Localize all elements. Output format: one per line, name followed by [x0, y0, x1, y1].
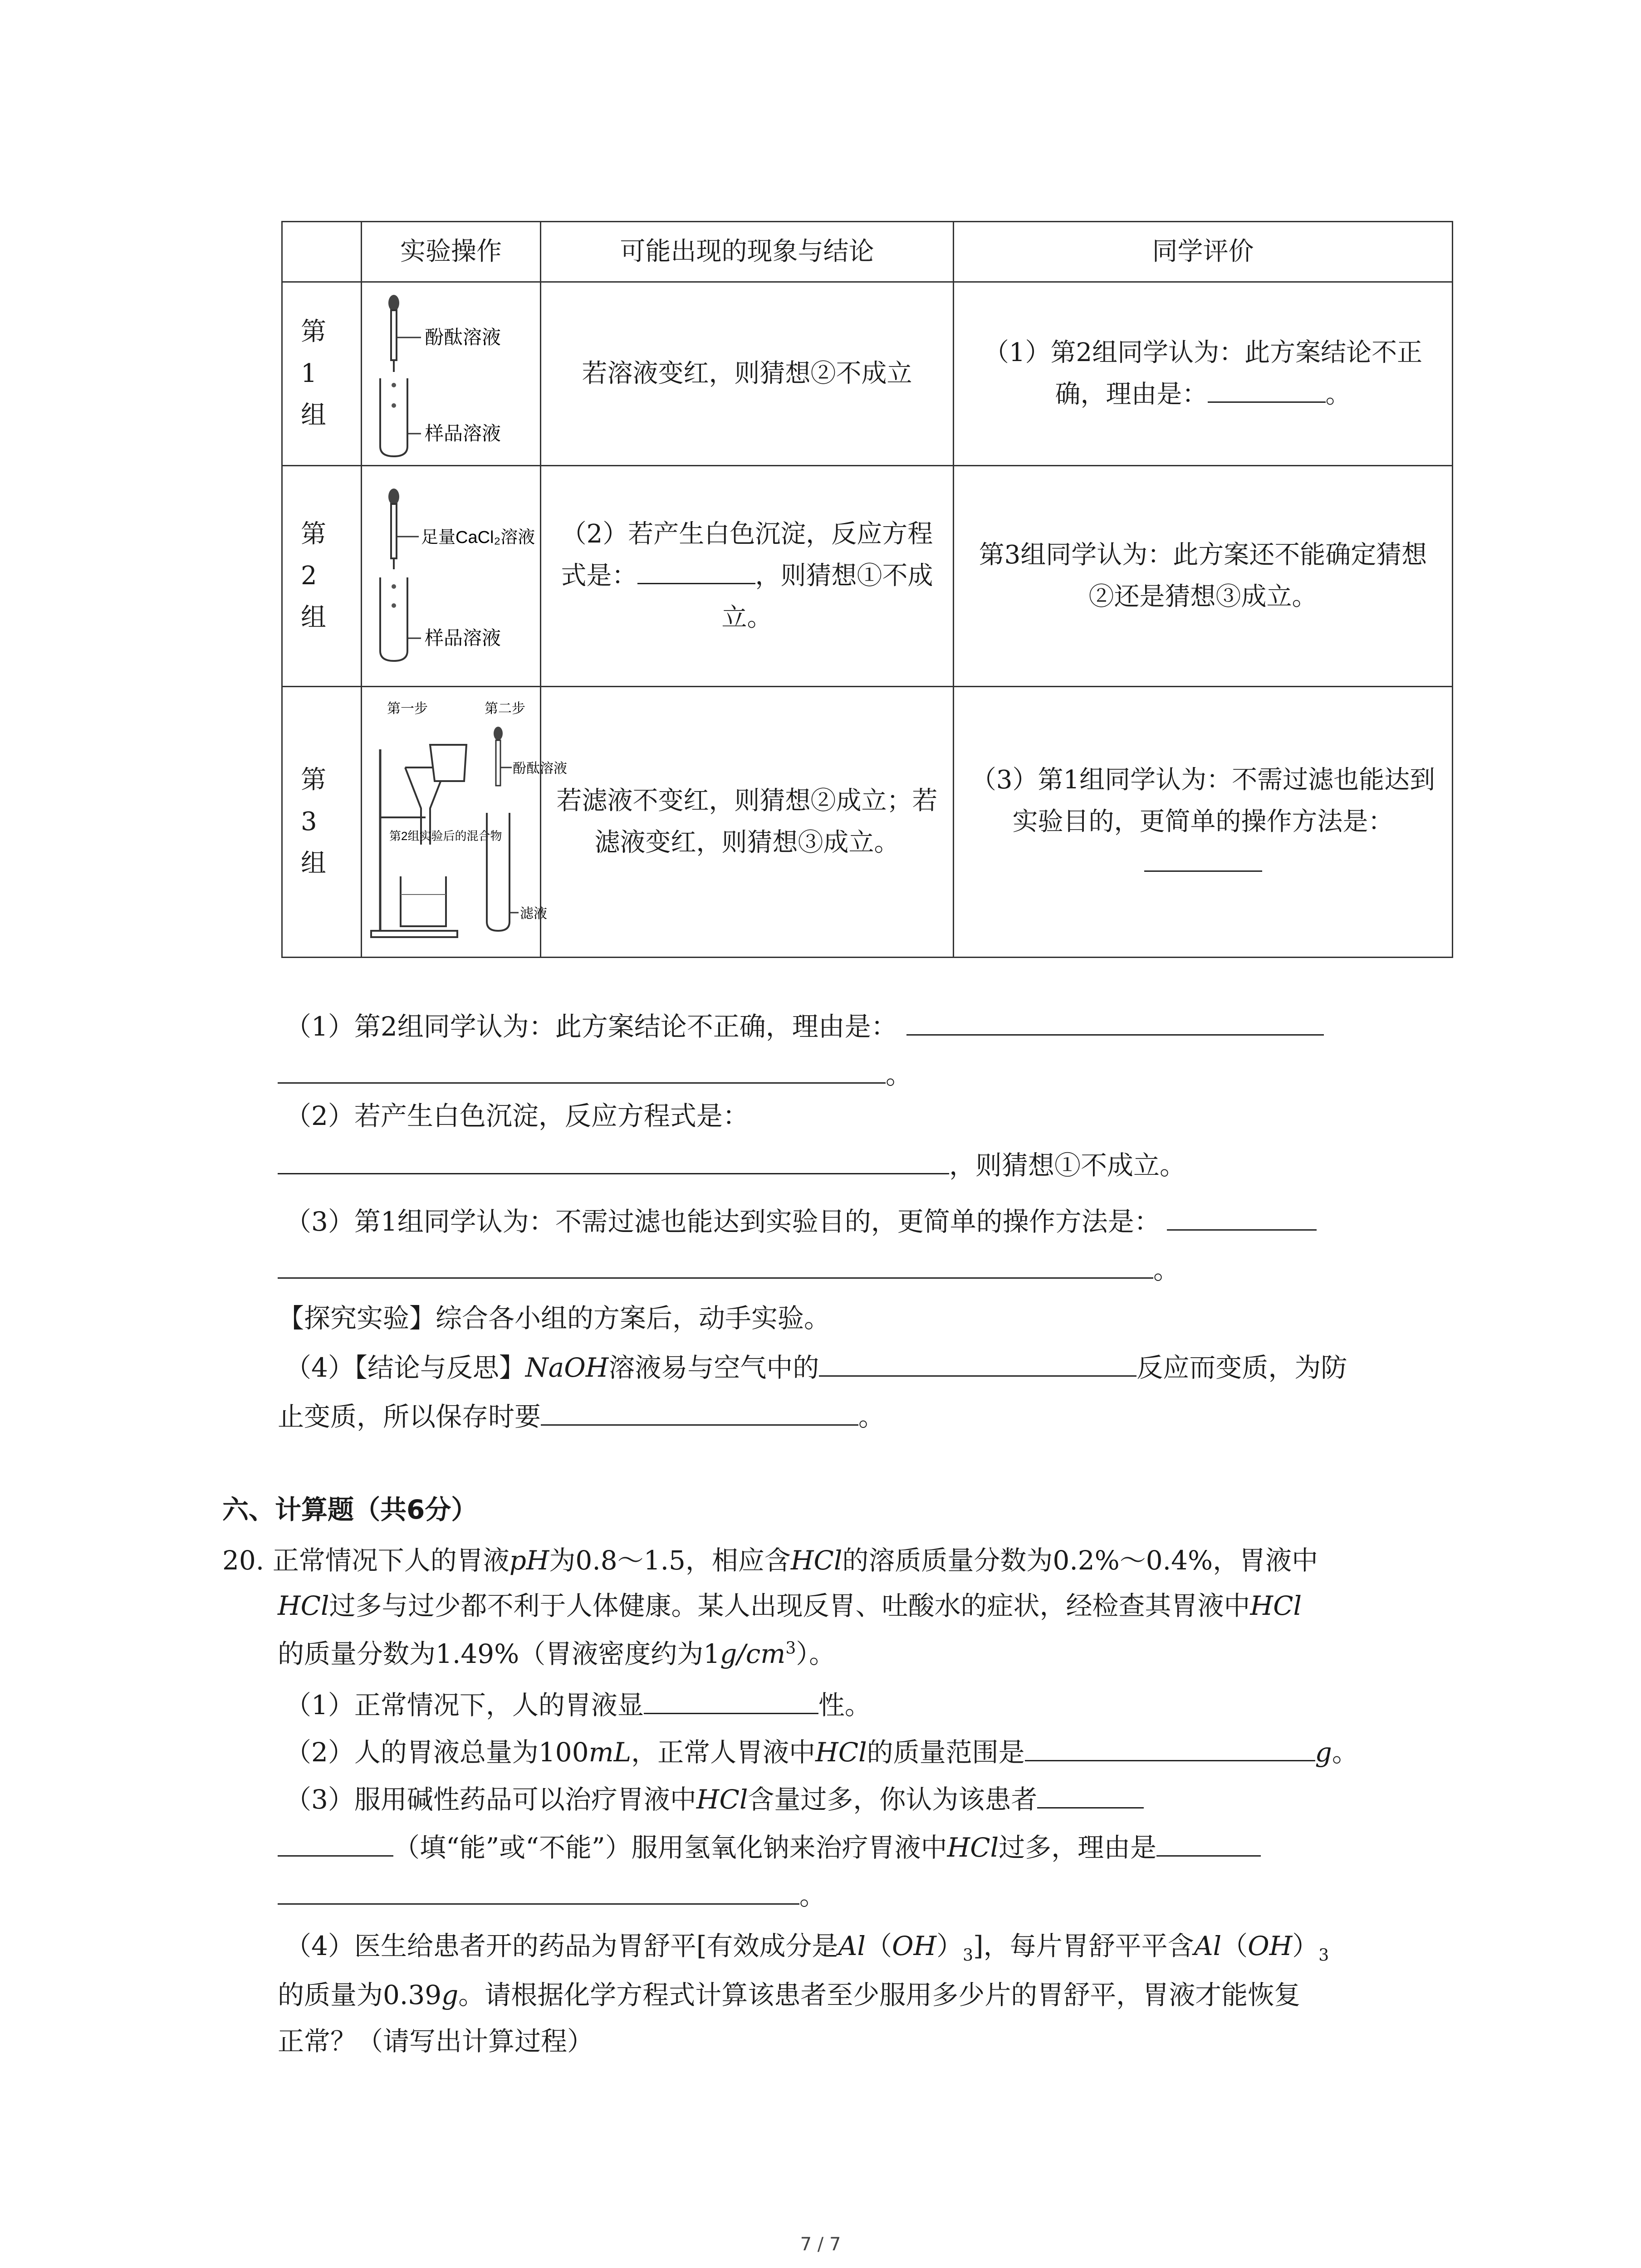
- apparatus-label: 样品溶液: [425, 423, 501, 444]
- answer-blank[interactable]: [278, 1054, 886, 1084]
- apparatus-label: 酚酞溶液: [513, 761, 567, 776]
- apparatus-label: 样品溶液: [425, 627, 501, 649]
- problem-20-line-2: HCl过多与过少都不利于人体健康。某人出现反胃、吐酸水的症状，经检查其胃液中HCl: [278, 1590, 1302, 1621]
- apparatus-label: 酚酞溶液: [425, 327, 501, 348]
- explore-experiment-text: 【探究实验】综合各小组的方案后，动手实验。: [278, 1303, 831, 1334]
- question-2-continuation: ，则猜想①不成立。: [278, 1145, 1186, 1183]
- apparatus-label: 第二步: [485, 701, 525, 716]
- evaluation-cell: 第3组同学认为：此方案还不能确定猜想②还是猜想③成立。: [954, 466, 1453, 687]
- apparatus-label: 第2组实验后的混合物: [389, 829, 502, 843]
- experiment-table: [281, 221, 1453, 958]
- table-header-cell: [282, 222, 362, 282]
- question-1-continuation: 。: [278, 1054, 912, 1093]
- table-header-cell: 实验操作: [362, 222, 541, 282]
- answer-blank[interactable]: [278, 1875, 799, 1905]
- table-header-cell: 同学评价: [954, 222, 1453, 282]
- dropper-test-tube-icon: [362, 288, 541, 460]
- question-4-line: （4）【结论与反思】NaOH溶液易与空气中的 反应而变质，为防: [285, 1347, 1347, 1386]
- answer-blank[interactable]: [1025, 1732, 1315, 1761]
- group-label: 第2组: [282, 466, 362, 687]
- page-number: 7 / 7: [800, 2234, 841, 2255]
- answer-blank[interactable]: [1167, 1201, 1317, 1231]
- question-3-continuation: 。: [278, 1249, 1180, 1288]
- apparatus-label: 足量CaCl₂溶液: [421, 528, 535, 547]
- answer-blank[interactable]: [1037, 1779, 1144, 1809]
- answer-blank[interactable]: [278, 1145, 949, 1174]
- table-row: [282, 687, 1453, 958]
- answer-blank[interactable]: [278, 1827, 393, 1857]
- question-1-line: （1）第2组同学认为：此方案结论不正确，理由是：: [285, 1006, 1324, 1045]
- answer-blank[interactable]: [541, 1396, 858, 1426]
- filtration-apparatus-icon: [362, 695, 567, 949]
- table-header-cell: 可能出现的现象与结论: [541, 222, 954, 282]
- apparatus-label: 第一步: [387, 701, 428, 716]
- problem-20-line-1: 20. 正常情况下人的胃液pH为0.8～1.5，相应含HCl的溶质质量分数为0.2%～0.4%，胃液中: [222, 1545, 1318, 1576]
- problem-20-sub-4: （4）医生给患者开的药品为胃舒平[有效成分是$Al(OH)_3$]，每片胃舒平平含$Al(OH)_3$: [285, 1931, 1329, 1965]
- problem-20-sub-3-continuation: （填“能”或“不能”）服用氢氧化钠来治疗胃液中HCl过多，理由是: [278, 1827, 1261, 1866]
- phenomenon-cell: （2）若产生白色沉淀，反应方程式是： ，则猜想①不成立。: [541, 466, 954, 687]
- phenomenon-cell: 若溶液变红，则猜想②不成立: [541, 282, 954, 466]
- section-heading: 六、计算题（共6分）: [222, 1494, 478, 1525]
- table-row: [282, 466, 1453, 687]
- evaluation-cell: （3）第1组同学认为：不需过滤也能达到实验目的，更简单的操作方法是：: [954, 687, 1453, 958]
- answer-blank[interactable]: [819, 1347, 1136, 1377]
- answer-blank[interactable]: [278, 1249, 1153, 1279]
- apparatus-diagram-2: [362, 466, 541, 687]
- dropper-test-tube-icon: [362, 479, 541, 674]
- answer-blank[interactable]: [644, 1685, 818, 1714]
- question-4-continuation: 止变质，所以保存时要 。: [278, 1396, 885, 1435]
- phenomenon-cell: 若滤液不变红，则猜想②成立；若滤液变红，则猜想③成立。: [541, 687, 954, 958]
- group-label: 第1组: [282, 282, 362, 466]
- problem-20-sub-4-line-3: 正常？（请写出计算过程）: [278, 2026, 594, 2057]
- problem-20-line-3: 的质量分数为1.49%（胃液密度约为$1g/cm^3$）。: [278, 1638, 836, 1669]
- answer-blank[interactable]: [1144, 843, 1262, 872]
- question-3-line: （3）第1组同学认为：不需过滤也能达到实验目的，更简单的操作方法是：: [285, 1201, 1317, 1240]
- problem-20-sub-3-end: 。: [278, 1875, 826, 1914]
- answer-blank[interactable]: [637, 556, 755, 584]
- problem-20-sub-3: （3）服用碱性药品可以治疗胃液中HCl含量过多，你认为该患者: [285, 1779, 1144, 1818]
- apparatus-diagram-3: [362, 687, 567, 958]
- table-row: [282, 282, 1453, 466]
- answer-blank[interactable]: [906, 1006, 1324, 1036]
- problem-20-sub-1: （1）正常情况下，人的胃液显 性。: [285, 1685, 871, 1723]
- apparatus-diagram-1: [362, 282, 541, 466]
- answer-blank[interactable]: [1156, 1827, 1261, 1857]
- question-2-line: （2）若产生白色沉淀，反应方程式是：: [285, 1100, 749, 1131]
- table-header-row: [282, 222, 1453, 282]
- answer-blank[interactable]: [1208, 374, 1326, 403]
- group-label: 第3组: [282, 687, 362, 958]
- evaluation-cell: （1）第2组同学认为：此方案结论不正确，理由是： 。: [954, 282, 1453, 466]
- problem-20-sub-4-line-2: 的质量为0.39g。请根据化学方程式计算该患者至少服用多少片的胃舒平，胃液才能恢复: [278, 1980, 1301, 2010]
- problem-20-sub-2: （2）人的胃液总量为100mL，正常人胃液中HCl的质量范围是 g。: [285, 1732, 1358, 1770]
- apparatus-label: 滤液: [520, 906, 547, 921]
